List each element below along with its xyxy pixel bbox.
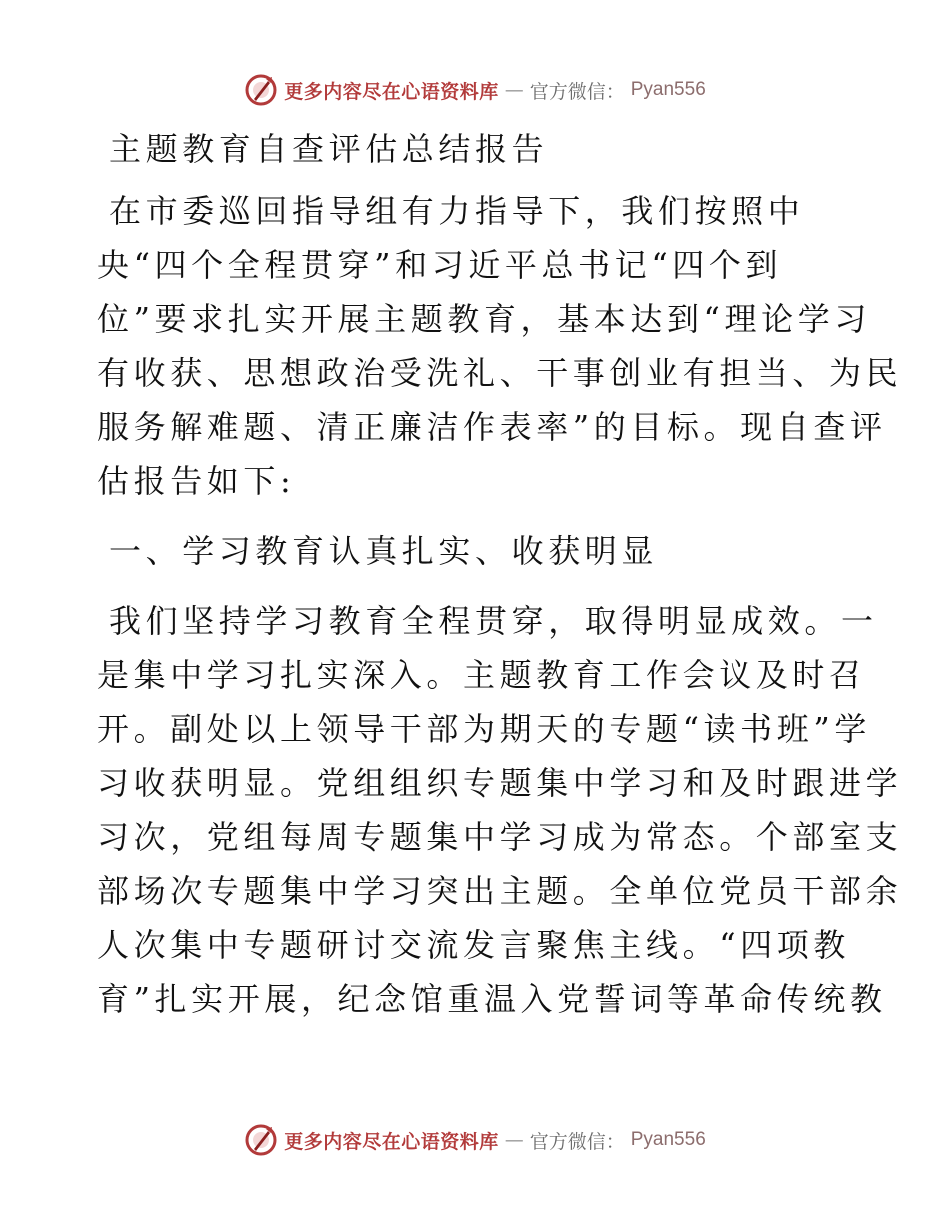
paragraph-line: 习次，党组每周专题集中学习成为常态。个部室支	[97, 818, 903, 856]
document-body	[97, 122, 903, 1026]
paragraph-line: 估报告如下:	[97, 462, 296, 500]
watermark-dash: —	[504, 1129, 524, 1151]
watermark-brand: 更多内容尽在心语资料库	[284, 80, 499, 103]
watermark-sub: 官方微信：	[529, 80, 625, 103]
paragraph-line: 央“四个全程贯穿”和习近平总书记“四个到	[97, 246, 783, 284]
paragraph-line: 是集中学习扎实深入。主题教育工作会议及时召	[97, 656, 866, 694]
paragraph-line: 位”要求扎实开展主题教育，基本达到“理论学习	[97, 300, 871, 338]
paragraph-line: 有收获、思想政治受洗礼、干事创业有担当、为民	[97, 354, 903, 392]
watermark-sub: 官方微信：	[529, 1130, 625, 1153]
paragraph-line: 育”扎实开展，纪念馆重温入党誓词等革命传统教	[97, 980, 887, 1018]
watermark-brand: 更多内容尽在心语资料库	[284, 1130, 499, 1153]
watermark-id: Pyan556	[630, 1129, 706, 1150]
paragraph-line: 部场次专题集中学习突出主题。全单位党员干部余	[97, 872, 903, 910]
watermark-header	[0, 70, 950, 110]
watermark-footer	[0, 1120, 950, 1160]
section-heading: 一、学习教育认真扎实、收获明显	[109, 532, 659, 570]
quill-seal-icon	[244, 1123, 278, 1157]
paragraph-intro	[97, 184, 903, 508]
watermark-id: Pyan556	[630, 79, 706, 100]
paragraph-line: 人次集中专题研讨交流发言聚焦主线。“四项教	[97, 926, 850, 964]
document-title: 主题教育自查评估总结报告	[109, 130, 549, 168]
paragraph-line: 习收获明显。党组组织专题集中学习和及时跟进学	[97, 764, 903, 802]
paragraph-line: 在市委巡回指导组有力指导下，我们按照中	[109, 192, 805, 230]
quill-seal-icon	[244, 73, 278, 107]
paragraph-line: 开。副处以上领导干部为期天的专题“读书班”学	[97, 710, 871, 748]
paragraph-study	[97, 594, 903, 1026]
paragraph-line: 服务解难题、清正廉洁作表率”的目标。现自查评	[97, 408, 887, 446]
watermark-dash: —	[504, 79, 524, 101]
paragraph-line: 我们坚持学习教育全程贯穿，取得明显成效。一	[109, 602, 878, 640]
